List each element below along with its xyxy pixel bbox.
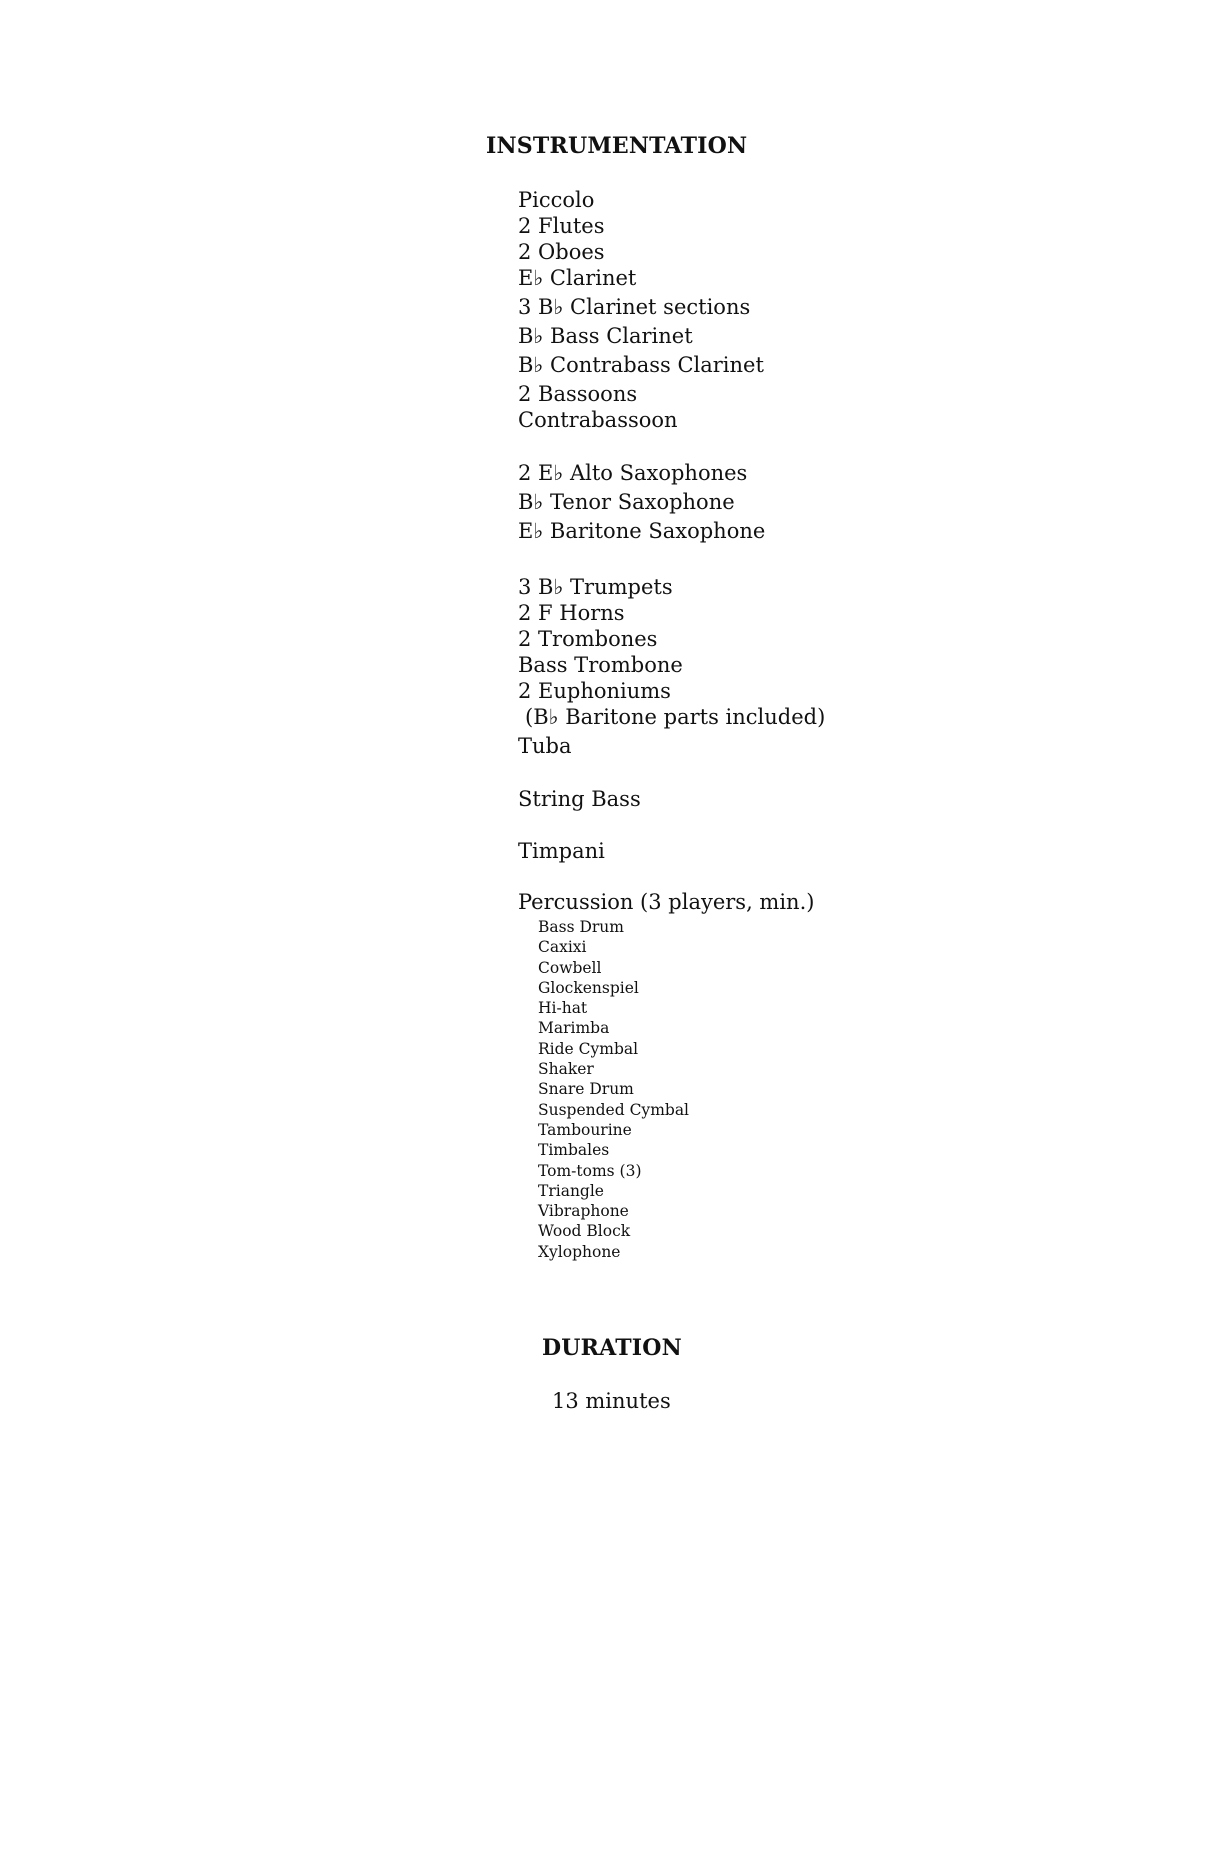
percussion-item: Glockenspiel xyxy=(538,978,639,997)
instrument-item: Tuba xyxy=(518,734,572,758)
percussion-item: Xylophone xyxy=(538,1242,621,1261)
duration-value: 13 minutes xyxy=(552,1389,671,1413)
percussion-heading-list xyxy=(518,889,814,915)
saxophones-list xyxy=(518,460,765,547)
percussion-title: Percussion (3 players, min.) xyxy=(518,890,815,914)
percussion-item: Marimba xyxy=(538,1019,610,1038)
percussion-item: Shaker xyxy=(538,1060,594,1079)
percussion-item: Vibraphone xyxy=(538,1202,629,1221)
instrument-item: 2 Trombones xyxy=(518,627,658,651)
instrument-item: Timpani xyxy=(518,839,605,863)
instrument-item: Bass Trombone xyxy=(518,653,683,677)
percussion-item: Wood Block xyxy=(538,1222,631,1241)
instrument-item: 2 F Horns xyxy=(518,601,625,625)
instrumentation-heading: INSTRUMENTATION xyxy=(486,133,748,159)
percussion-item: Cowbell xyxy=(538,958,602,977)
timpani-list xyxy=(518,838,605,864)
percussion-item: Tambourine xyxy=(538,1120,632,1139)
instrument-item: 2 Oboes xyxy=(518,240,605,264)
duration-heading: DURATION xyxy=(542,1335,682,1361)
percussion-item: Suspended Cymbal xyxy=(538,1100,690,1119)
instrument-item: B♭ Contrabass Clarinet xyxy=(518,353,764,377)
instrument-item: String Bass xyxy=(518,787,641,811)
instrument-item: 2 Flutes xyxy=(518,214,605,238)
percussion-item: Ride Cymbal xyxy=(538,1039,639,1058)
percussion-item: Bass Drum xyxy=(538,918,624,936)
instrument-note: (B♭ Baritone parts included) xyxy=(525,705,826,729)
percussion-item: Tom-toms (3) xyxy=(538,1161,642,1180)
woodwinds-list xyxy=(518,187,764,433)
instrument-item: B♭ Bass Clarinet xyxy=(518,324,693,348)
instrument-item: E♭ Clarinet xyxy=(518,266,637,290)
percussion-item: Caxixi xyxy=(538,938,587,957)
instrument-item: 2 Euphoniums xyxy=(518,679,671,703)
instrument-item: 3 B♭ Trumpets xyxy=(518,575,673,599)
percussion-item: Snare Drum xyxy=(538,1080,634,1099)
strings-list xyxy=(518,786,641,812)
percussion-list xyxy=(538,917,689,1262)
instrument-item: Contrabassoon xyxy=(518,408,678,432)
instrument-item: Piccolo xyxy=(518,188,595,212)
percussion-item: Hi-hat xyxy=(538,999,588,1018)
brass-list xyxy=(518,574,825,759)
instrument-item: E♭ Baritone Saxophone xyxy=(518,519,766,543)
percussion-item: Timbales xyxy=(538,1141,610,1160)
instrument-item: 2 Bassoons xyxy=(518,382,638,406)
instrument-item: 2 E♭ Alto Saxophones xyxy=(518,461,748,485)
instrument-item: B♭ Tenor Saxophone xyxy=(518,490,735,514)
percussion-item: Triangle xyxy=(538,1181,604,1200)
instrument-item: 3 B♭ Clarinet sections xyxy=(518,295,751,319)
